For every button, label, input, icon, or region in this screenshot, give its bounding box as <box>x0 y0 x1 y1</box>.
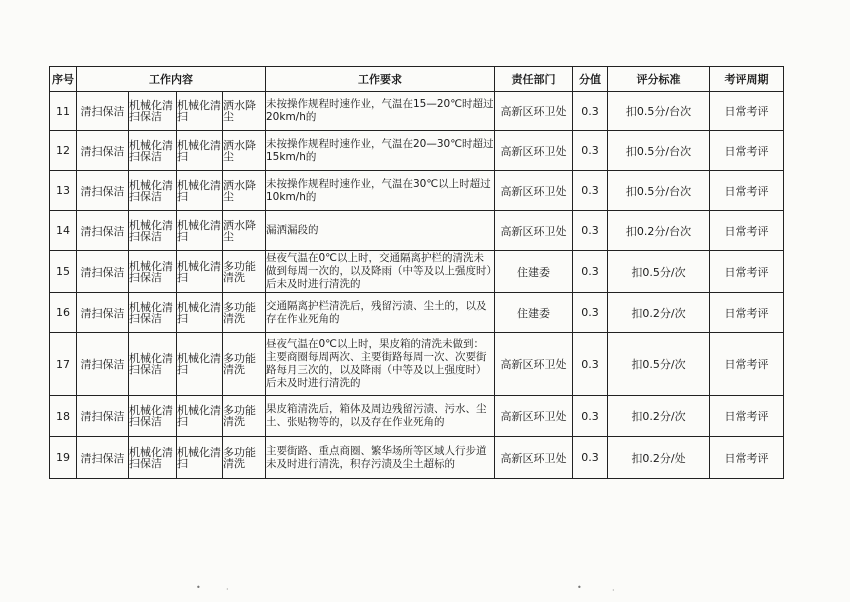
row-standard: 扣0.5分/台次 <box>608 171 710 211</box>
row-method: 机械化清扫 <box>177 251 223 293</box>
row-seq: 16 <box>50 293 77 333</box>
scan-speck: · <box>226 585 229 594</box>
row-category: 清扫保洁 <box>77 293 129 333</box>
row-requirement: 果皮箱清洗后，箱体及周边残留污渍、污水、尘土、张贴物等的，以及存在作业死角的 <box>266 396 495 437</box>
row-task: 洒水降尘 <box>223 211 266 251</box>
row-subcategory: 机械化清扫保洁 <box>129 171 177 211</box>
table-row <box>50 293 784 333</box>
row-method: 机械化清扫 <box>177 171 223 211</box>
row-subcategory: 机械化清扫保洁 <box>129 92 177 131</box>
row-dept: 住建委 <box>495 251 573 293</box>
evaluation-table <box>49 66 784 479</box>
row-category: 清扫保洁 <box>77 251 129 293</box>
row-method: 机械化清扫 <box>177 396 223 437</box>
row-score: 0.3 <box>573 171 608 211</box>
row-standard: 扣0.5分/次 <box>608 333 710 396</box>
row-cycle: 日常考评 <box>710 396 784 437</box>
row-standard: 扣0.2分/次 <box>608 293 710 333</box>
scan-speck: • <box>196 583 201 592</box>
row-score: 0.3 <box>573 396 608 437</box>
row-cycle: 日常考评 <box>710 211 784 251</box>
row-cycle: 日常考评 <box>710 333 784 396</box>
row-cycle: 日常考评 <box>710 92 784 131</box>
row-subcategory: 机械化清扫保洁 <box>129 211 177 251</box>
row-dept: 高新区环卫处 <box>495 437 573 479</box>
table-header-row <box>50 67 784 92</box>
row-requirement: 漏洒漏段的 <box>266 211 495 251</box>
table-row <box>50 437 784 479</box>
row-requirement: 交通隔离护栏清洗后，残留污渍、尘土的，以及存在作业死角的 <box>266 293 495 333</box>
header-score: 分值 <box>573 67 608 92</box>
header-requirement: 工作要求 <box>266 67 495 92</box>
row-seq: 18 <box>50 396 77 437</box>
row-task: 多功能清洗 <box>223 437 266 479</box>
row-cycle: 日常考评 <box>710 131 784 171</box>
row-seq: 13 <box>50 171 77 211</box>
row-subcategory: 机械化清扫保洁 <box>129 437 177 479</box>
row-standard: 扣0.2分/处 <box>608 437 710 479</box>
row-subcategory: 机械化清扫保洁 <box>129 396 177 437</box>
row-task: 多功能清洗 <box>223 251 266 293</box>
row-dept: 高新区环卫处 <box>495 211 573 251</box>
row-requirement: 昼夜气温在0℃以上时，果皮箱的清洗未做到：主要商圈每周两次、主要街路每周一次、次要街路每月三次的，以及降雨（中等及以上强度时）后未及时进行清洗的 <box>266 333 495 396</box>
row-score: 0.3 <box>573 333 608 396</box>
row-method: 机械化清扫 <box>177 437 223 479</box>
header-content: 工作内容 <box>77 67 266 92</box>
row-cycle: 日常考评 <box>710 437 784 479</box>
row-cycle: 日常考评 <box>710 251 784 293</box>
header-standard: 评分标准 <box>608 67 710 92</box>
row-score: 0.3 <box>573 293 608 333</box>
row-requirement: 未按操作规程时速作业，气温在20—30℃时超过15km/h的 <box>266 131 495 171</box>
table-row <box>50 211 784 251</box>
row-dept: 住建委 <box>495 293 573 333</box>
row-subcategory: 机械化清扫保洁 <box>129 251 177 293</box>
row-dept: 高新区环卫处 <box>495 171 573 211</box>
row-subcategory: 机械化清扫保洁 <box>129 293 177 333</box>
row-seq: 11 <box>50 92 77 131</box>
row-method: 机械化清扫 <box>177 92 223 131</box>
table-row <box>50 131 784 171</box>
row-requirement: 昼夜气温在0℃以上时，交通隔离护栏的清洗未做到每周一次的，以及降雨（中等及以上强度时）后未及时进行清洗的 <box>266 251 495 293</box>
header-dept: 责任部门 <box>495 67 573 92</box>
row-cycle: 日常考评 <box>710 171 784 211</box>
row-dept: 高新区环卫处 <box>495 396 573 437</box>
row-standard: 扣0.2分/次 <box>608 396 710 437</box>
row-task: 洒水降尘 <box>223 131 266 171</box>
row-category: 清扫保洁 <box>77 333 129 396</box>
row-task: 多功能清洗 <box>223 293 266 333</box>
row-score: 0.3 <box>573 92 608 131</box>
row-score: 0.3 <box>573 437 608 479</box>
row-method: 机械化清扫 <box>177 293 223 333</box>
header-seq: 序号 <box>50 67 77 92</box>
table-row <box>50 92 784 131</box>
row-requirement: 未按操作规程时速作业，气温在15—20℃时超过20km/h的 <box>266 92 495 131</box>
row-subcategory: 机械化清扫保洁 <box>129 131 177 171</box>
row-category: 清扫保洁 <box>77 396 129 437</box>
row-requirement: 未按操作规程时速作业，气温在30℃以上时超过10km/h的 <box>266 171 495 211</box>
row-seq: 19 <box>50 437 77 479</box>
row-dept: 高新区环卫处 <box>495 333 573 396</box>
row-task: 多功能清洗 <box>223 396 266 437</box>
row-category: 清扫保洁 <box>77 211 129 251</box>
scan-speck: • <box>577 583 582 592</box>
row-category: 清扫保洁 <box>77 92 129 131</box>
row-dept: 高新区环卫处 <box>495 131 573 171</box>
table-row <box>50 333 784 396</box>
row-method: 机械化清扫 <box>177 131 223 171</box>
table-row <box>50 171 784 211</box>
table-row <box>50 396 784 437</box>
row-seq: 14 <box>50 211 77 251</box>
row-dept: 高新区环卫处 <box>495 92 573 131</box>
row-task: 洒水降尘 <box>223 92 266 131</box>
row-seq: 12 <box>50 131 77 171</box>
header-cycle: 考评周期 <box>710 67 784 92</box>
scan-speck: · <box>612 586 615 595</box>
row-score: 0.3 <box>573 131 608 171</box>
row-cycle: 日常考评 <box>710 293 784 333</box>
row-category: 清扫保洁 <box>77 171 129 211</box>
row-standard: 扣0.2分/台次 <box>608 211 710 251</box>
row-subcategory: 机械化清扫保洁 <box>129 333 177 396</box>
row-standard: 扣0.5分/次 <box>608 251 710 293</box>
row-task: 多功能清洗 <box>223 333 266 396</box>
row-requirement: 主要街路、重点商圈、繁华场所等区域人行步道未及时进行清洗，积存污渍及尘土超标的 <box>266 437 495 479</box>
row-seq: 17 <box>50 333 77 396</box>
row-category: 清扫保洁 <box>77 131 129 171</box>
row-method: 机械化清扫 <box>177 211 223 251</box>
row-score: 0.3 <box>573 211 608 251</box>
table-row <box>50 251 784 293</box>
row-standard: 扣0.5分/台次 <box>608 131 710 171</box>
row-category: 清扫保洁 <box>77 437 129 479</box>
row-standard: 扣0.5分/台次 <box>608 92 710 131</box>
row-seq: 15 <box>50 251 77 293</box>
row-method: 机械化清扫 <box>177 333 223 396</box>
row-score: 0.3 <box>573 251 608 293</box>
row-task: 洒水降尘 <box>223 171 266 211</box>
